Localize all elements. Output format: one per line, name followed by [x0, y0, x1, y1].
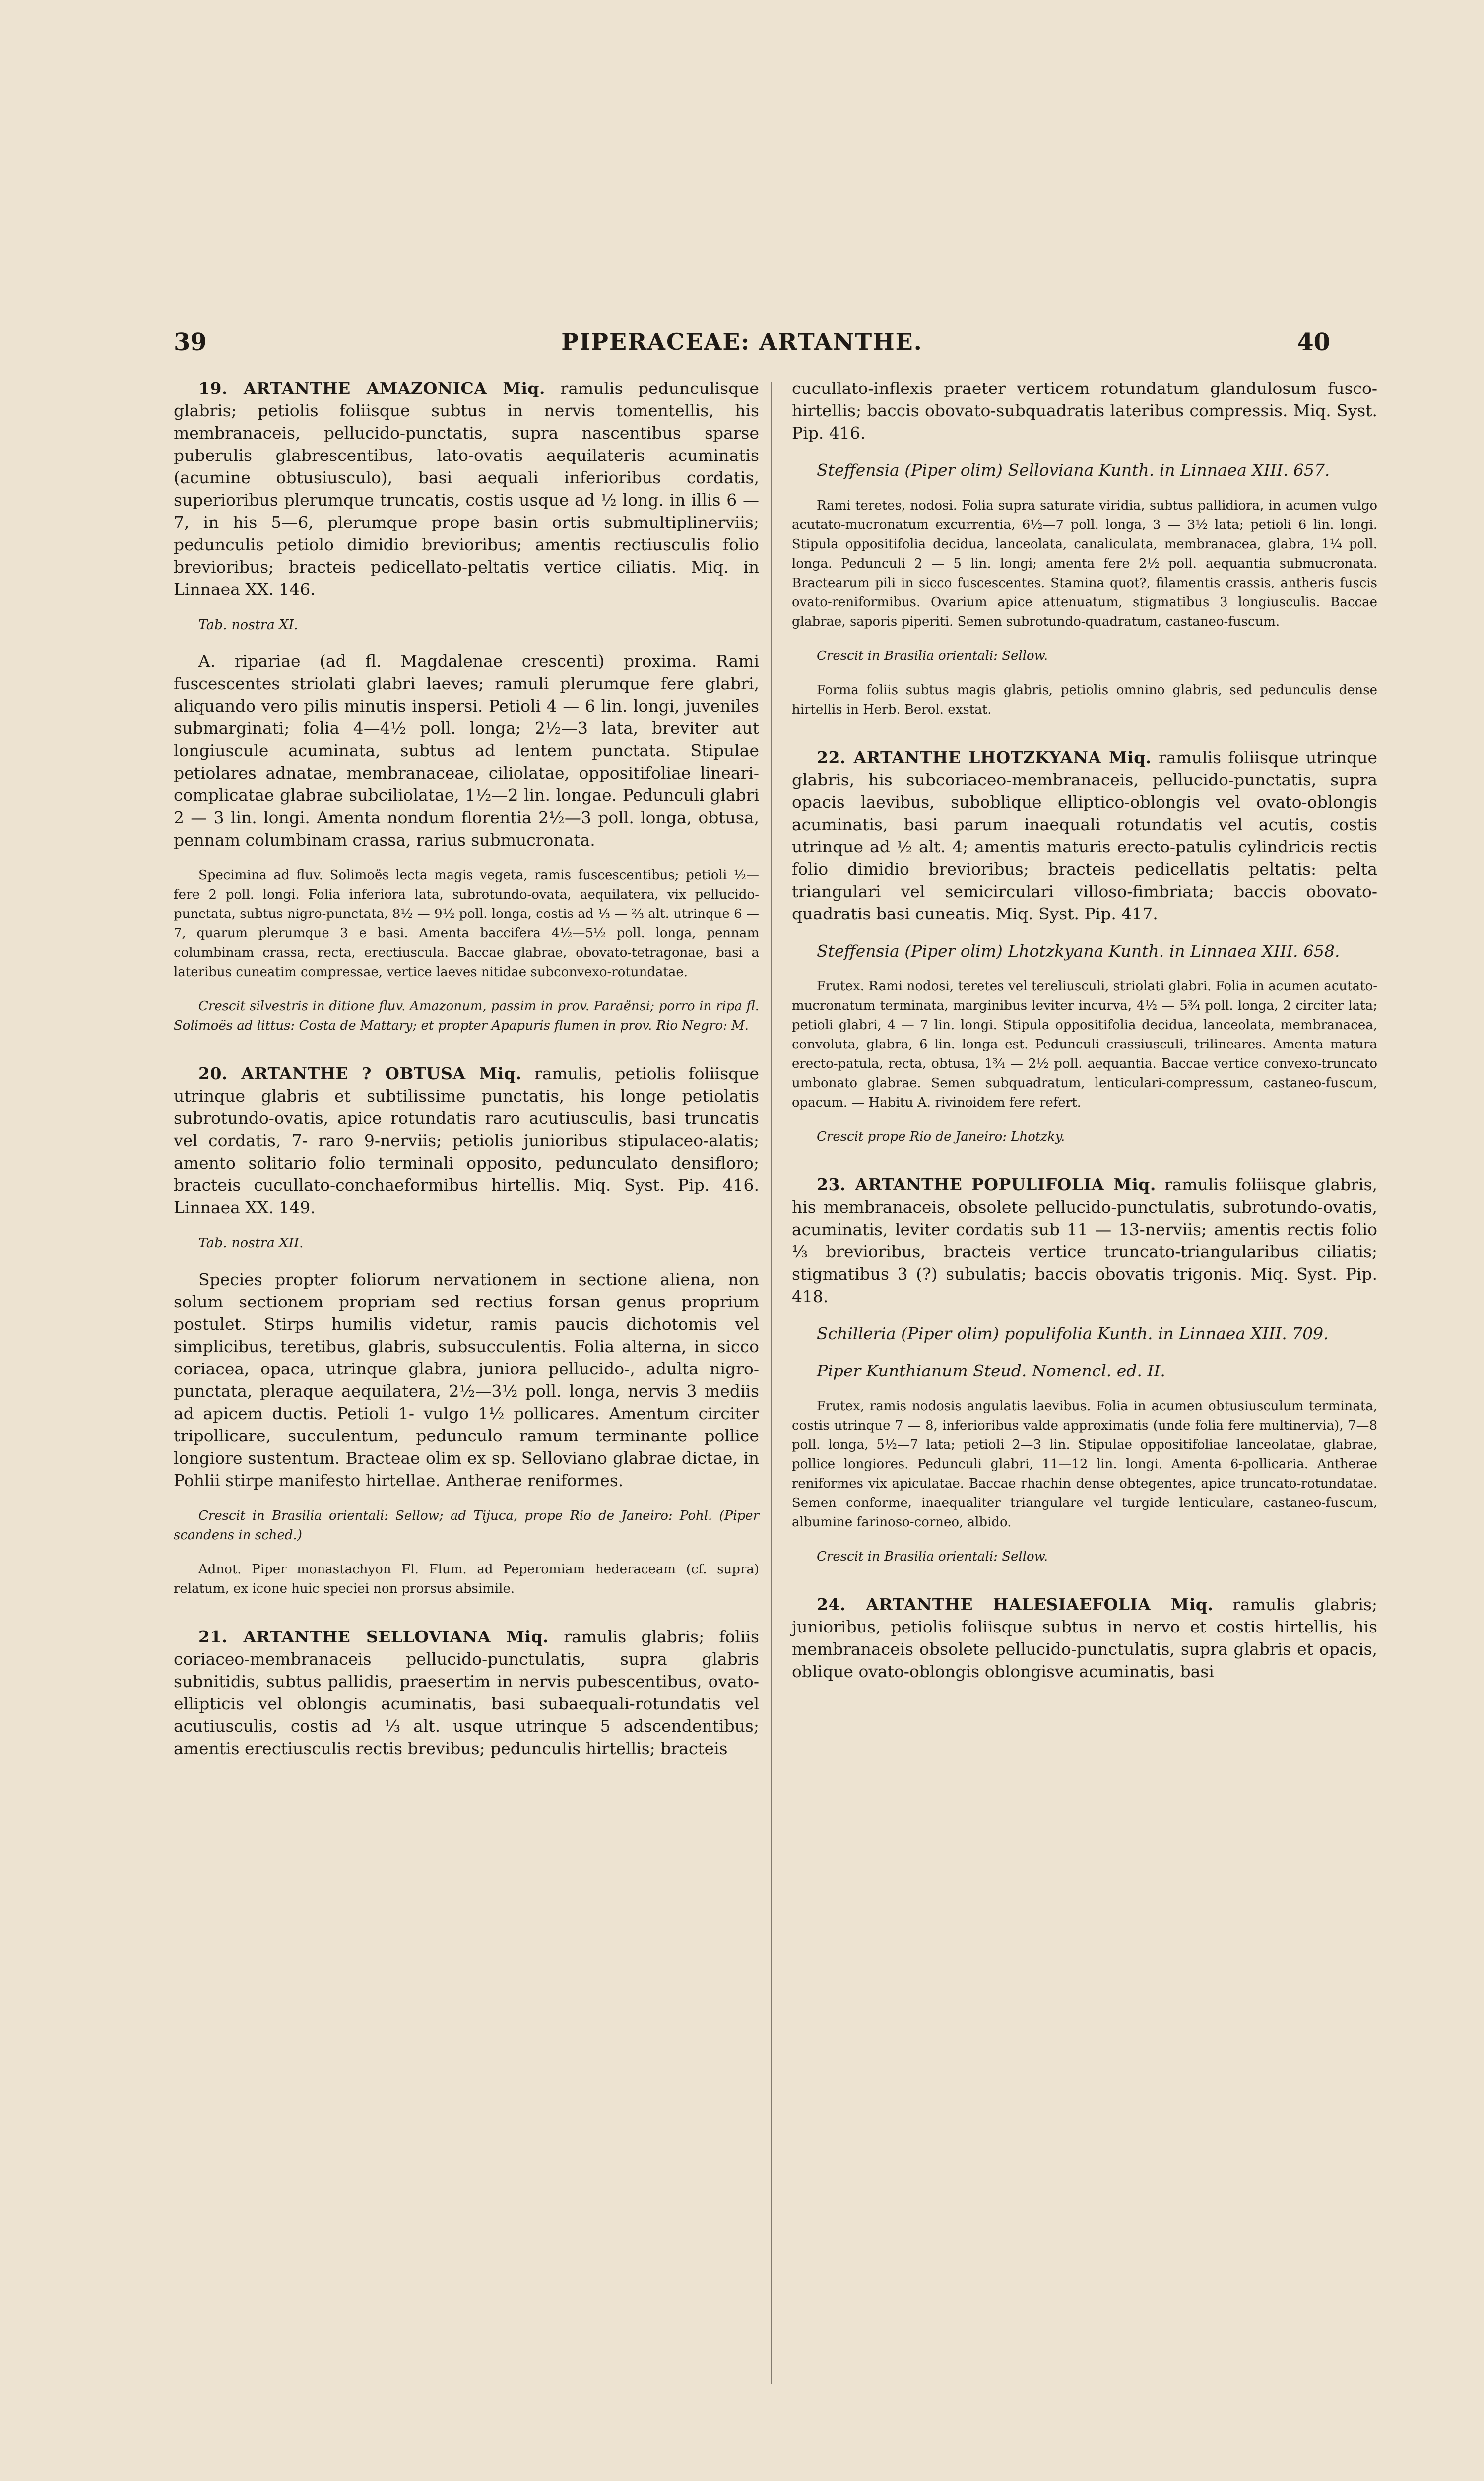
locality-note: Crescit prope Rio de Janeiro: Lhotzky. — [817, 1129, 1065, 1144]
synonym-reference: Steffensia (Piper olim) Lhotzkyana Kunth. in Linnaea XIII. 658. — [817, 941, 1340, 961]
species-diagnosis: ramulis glabris; foliis coriaceo-membranaceis pellucido-punctulatis, supra glabris subnitidis, subtus pallidis, praesertim in nervis pubescentibus, ovato-ellipticis vel oblongis acuminatis, basi subaequali-rotundatis vel acutiusculis, costis ad ⅓ alt. usque utrinque 5 adscendentibus; amentis erectiusculis rectis brevibus; pedunculis hirtellis; bracteis — [174, 1627, 759, 1758]
species-entry — [174, 1062, 759, 1219]
left-page-number: 39 — [174, 328, 207, 356]
locality-note: Crescit in Brasilia orientali: Sellow. — [817, 649, 1048, 663]
species-entry — [792, 746, 1377, 925]
right-column — [792, 377, 1377, 1698]
plate-reference: Tab. nostra XI. — [198, 617, 298, 633]
section-gap — [792, 1162, 1377, 1174]
synonym-reference: Schilleria (Piper olim) populifolia Kunth. in Linnaea XIII. 709. — [817, 1324, 1329, 1343]
section-gap — [792, 734, 1377, 746]
detail-paragraph: Rami teretes, nodosi. Folia supra saturate viridia, subtus pallidiora, in acumen vulgo acutato-mucronatum excurrentia, 6½—7 poll. longa, 3 — 3½ lata; petioli 6 lin. longi. Stipula oppositifolia decidua, lanceolata, canaliculata, membranacea, glabra, 1¼ poll. longa. Pedunculi 2 — 5 lin. longi; amenta fere 2½ poll. aequantia submucronata. Bractearum pili in sicco fuscescentes. Stamina quot?, filamentis crassis, antheris fuscis ovato-reniformibus. Ovarium apice attenuatum, stigmatibus 3 longiusculis. Baccae glabrae, saporis piperiti. Semen subrotundo-quadratum, castaneo-fuscum. — [792, 498, 1377, 629]
detail-paragraph: Forma foliis subtus magis glabris, petiolis omnino glabris, sed pedunculis dense hirtellis in Herb. Berol. exstat. — [792, 683, 1377, 717]
species-heading: 23. ARTANTHE POPULIFOLIA Miq. — [817, 1175, 1156, 1194]
detail-paragraph: Adnot. Piper monastachyon Fl. Flum. ad Peperomiam hederaceam (cf. supra) relatum, ex icone huic speciei non prorsus absimile. — [174, 1562, 759, 1596]
description-paragraph: A. ripariae (ad fl. Magdalenae crescenti) proxima. Rami fuscescentes striolati glabri laeves; ramuli plerumque fere glabri, aliquando vero pilis minutis inspersi. Petioli 4 — 6 lin. longi, juveniles submarginati; folia 4—4½ poll. longa; 2½—3 lata, breviter aut longiuscule acuminata, subtus ad lentem punctata. Stipulae petiolares adnatae, membranaceae, ciliolatae, oppositifoliae lineari-complicatae glabrae subciliolatae, 1½—2 lin. longae. Pedunculi glabri 2 — 3 lin. longi. Amenta nondum florentia 2½—3 poll. longa, obtusa, pennam columbinam crassa, rarius submucronata. — [174, 652, 759, 849]
species-heading: 24. ARTANTHE HALESIAEFOLIA Miq. — [817, 1595, 1214, 1614]
left-column — [174, 377, 759, 1774]
description-paragraph: Species propter foliorum nervationem in sectione aliena, non solum sectionem propriam sed rectius forsan genus proprium postulet. Stirps humilis videtur, ramis paucis dichotomis vel simplicibus, teretibus, glabris, subsucculentis. Folia alterna, in sicco coriacea, opaca, utrinque glabra, juniora pellucido-, adulta nigro-punctata, pleraque aequilatera, 2½—3½ poll. longa, nervis 3 mediis ad apicem ductis. Petioli 1- vulgo 1½ pollicares. Amentum circiter tripollicare, succulentum, pedunculo ramum terminante pollice longiore sustentum. Bracteae olim ex sp. Selloviano glabrae dictae, in Pohlii stirpe manifesto hirtellae. Antherae reniformes. — [174, 1270, 759, 1490]
species-diagnosis: ramulis pedunculisque glabris; petiolis foliisque subtus in nervis tomentellis, his membranaceis, pellucido-punctatis, supra nascentibus sparse puberulis glabrescentibus, lato-ovatis aequilateris acuminatis (acumine obtusiusculo), basi aequali inferioribus cordatis, superioribus plerumque truncatis, costis usque ad ½ long. in illis 6 — 7, in his 5—6, plerumque prope basin ortis submultiplinerviis; pedunculis petiolo dimidio brevioribus; amentis rectiusculis folio brevioribus; bracteis pedicellato-peltatis vertice ciliatis. Miq. in Linnaea XX. 146. — [174, 379, 759, 599]
species-heading: 21. ARTANTHE SELLOVIANA Miq. — [198, 1627, 549, 1646]
locality-note: Crescit in Brasilia orientali: Sellow. — [817, 1549, 1048, 1564]
locality-note: Crescit in Brasilia orientali: Sellow; ad Tijuca, prope Rio de Janeiro: Pohl. (Piper scandens in sched.) — [174, 1508, 759, 1543]
section-gap — [792, 1581, 1377, 1593]
species-heading: 20. ARTANTHE ? OBTUSA Miq. — [198, 1064, 522, 1083]
detail-paragraph: Frutex, ramis nodosis angulatis laevibus. Folia in acumen obtusiusculum terminata, costis utrinque 7 — 8, inferioribus valde approximatis (unde folia fere multinervia), 7—8 poll. longa, 5½—7 lata; petioli 2—3 lin. Stipulae oppositifoliae lanceolatae, glabrae, pollice longiores. Pedunculi glabri, 11—12 lin. longi. Amenta 6-pollicaria. Antherae reniformes vix apiculatae. Baccae rhachin dense obtegentes, apice truncato-rotundatae. Semen conforme, inaequaliter triangulare vel turgide lenticulare, castaneo-fuscum, albumine farinoso-corneo, albido. — [792, 1399, 1377, 1530]
locality-note: Crescit silvestris in ditione fluv. Amazonum, passim in prov. Paraënsi; porro in ripa fl. Solimoës ad littus: Costa de Mattary; et propter Apapuris flumen in prov. Rio Negro: M. — [174, 999, 759, 1033]
plate-reference: Tab. nostra XII. — [198, 1236, 304, 1251]
detail-paragraph: Specimina ad fluv. Solimoës lecta magis vegeta, ramis fuscescentibus; petioli ½— fere 2 poll. longi. Folia inferiora lata, subrotundo-ovata, aequilatera, vix pellucido-punctata, subtus nigro-punctata, 8½ — 9½ poll. longa, costis ad ⅓ — ⅔ alt. utrinque 6 — 7, quarum plerumque 3 e basi. Amenta baccifera 4½—5½ poll. longa, pennam columbinam crassa, recta, erectiuscula. Baccae glabrae, obovato-tetragonae, basi a lateribus cuneatim compressae, vertice laeves nitidae subconvexo-rotundatae. — [174, 868, 759, 979]
column-divider — [771, 382, 772, 2384]
species-diagnosis: ramulis foliisque glabris, his membranaceis, obsolete pellucido-punctulatis, subrotundo-ovatis, acuminatis, leviter cordatis sub 11 — 13-nerviis; amentis rectis folio ⅓ brevioribus, bracteis vertice truncato-triangularibus ciliatis; stigmatibus 3 (?) subulatis; baccis obovatis trigonis. Miq. Syst. Pip. 418. — [792, 1175, 1377, 1306]
continued-paragraph: cucullato-inflexis praeter verticem rotundatum glandulosum fusco-hirtellis; baccis obovato-subquadratis lateribus compressis. Miq. Syst. Pip. 416. — [792, 379, 1377, 443]
right-page-number: 40 — [1297, 328, 1330, 356]
species-entry — [174, 377, 759, 600]
species-heading: 22. ARTANTHE LHOTZKYANA Miq. — [817, 748, 1152, 767]
synonym-reference: Steffensia (Piper olim) Selloviana Kunth. in Linnaea XIII. 657. — [817, 460, 1330, 480]
species-entry — [174, 1626, 759, 1760]
species-diagnosis: ramulis glabris; junioribus, petiolis foliisque subtus in nervo et costis hirtellis, his membranaceis obsolete pellucido-punctulatis, supra glabris et opacis, oblique ovato-oblongis oblongisve acuminatis, basi — [792, 1595, 1377, 1681]
species-entry — [792, 1174, 1377, 1307]
section-gap — [174, 1050, 759, 1062]
species-diagnosis: ramulis foliisque utrinque glabris, his subcoriaceo-membranaceis, pellucido-punctatis, supra opacis laevibus, suboblique elliptico-oblongis vel ovato-oblongis acuminatis, basi parum inaequali rotundatis vel acutis, costis utrinque ad ½ alt. 4; amentis maturis erecto-patulis cylindricis rectis folio dimidio brevioribus; bracteis pedicellatis peltatis: pelta triangulari vel semicirculari villoso-fimbriata; baccis obovato-quadratis basi cuneatis. Miq. Syst. Pip. 417. — [792, 748, 1377, 923]
running-title: PIPERACEAE: ARTANTHE. — [561, 328, 923, 355]
synonym-reference: Piper Kunthianum Steud. Nomencl. ed. II. — [817, 1361, 1165, 1380]
species-diagnosis: ramulis, petiolis foliisque utrinque glabris et subtilissime punctatis, his longe petiolatis subrotundo-ovatis, apice rotundatis raro acutiusculis, basi truncatis vel cordatis, 7- raro 9-nerviis; petiolis junioribus stipulaceo-alatis; amento solitario folio terminali opposito, pedunculato densifloro; bracteis cucullato-conchaeformibus hirtellis. Miq. Syst. Pip. 416. Linnaea XX. 149. — [174, 1064, 759, 1217]
detail-paragraph: Frutex. Rami nodosi, teretes vel tereliusculi, striolati glabri. Folia in acumen acutato-mucronatum terminata, marginibus leviter incurva, 4½ — 5¾ poll. longa, 2 circiter lata; petioli glabri, 4 — 7 lin. longi. Stipula oppositifolia decidua, lanceolata, membranacea, convoluta, glabra, 6 lin. longa est. Pedunculi crassiusculi, trilineares. Amenta matura erecto-patula, recta, obtusa, 1¾ — 2½ poll. aequantia. Baccae vertice convexo-truncato umbonato glabrae. Semen subquadratum, lenticulari-compressum, castaneo-fuscum, opacum. — Habitu A. rivinoidem fere refert. — [792, 979, 1377, 1110]
section-gap — [174, 1614, 759, 1626]
species-heading: 19. ARTANTHE AMAZONICA Miq. — [198, 379, 545, 398]
species-entry — [792, 1593, 1377, 1683]
